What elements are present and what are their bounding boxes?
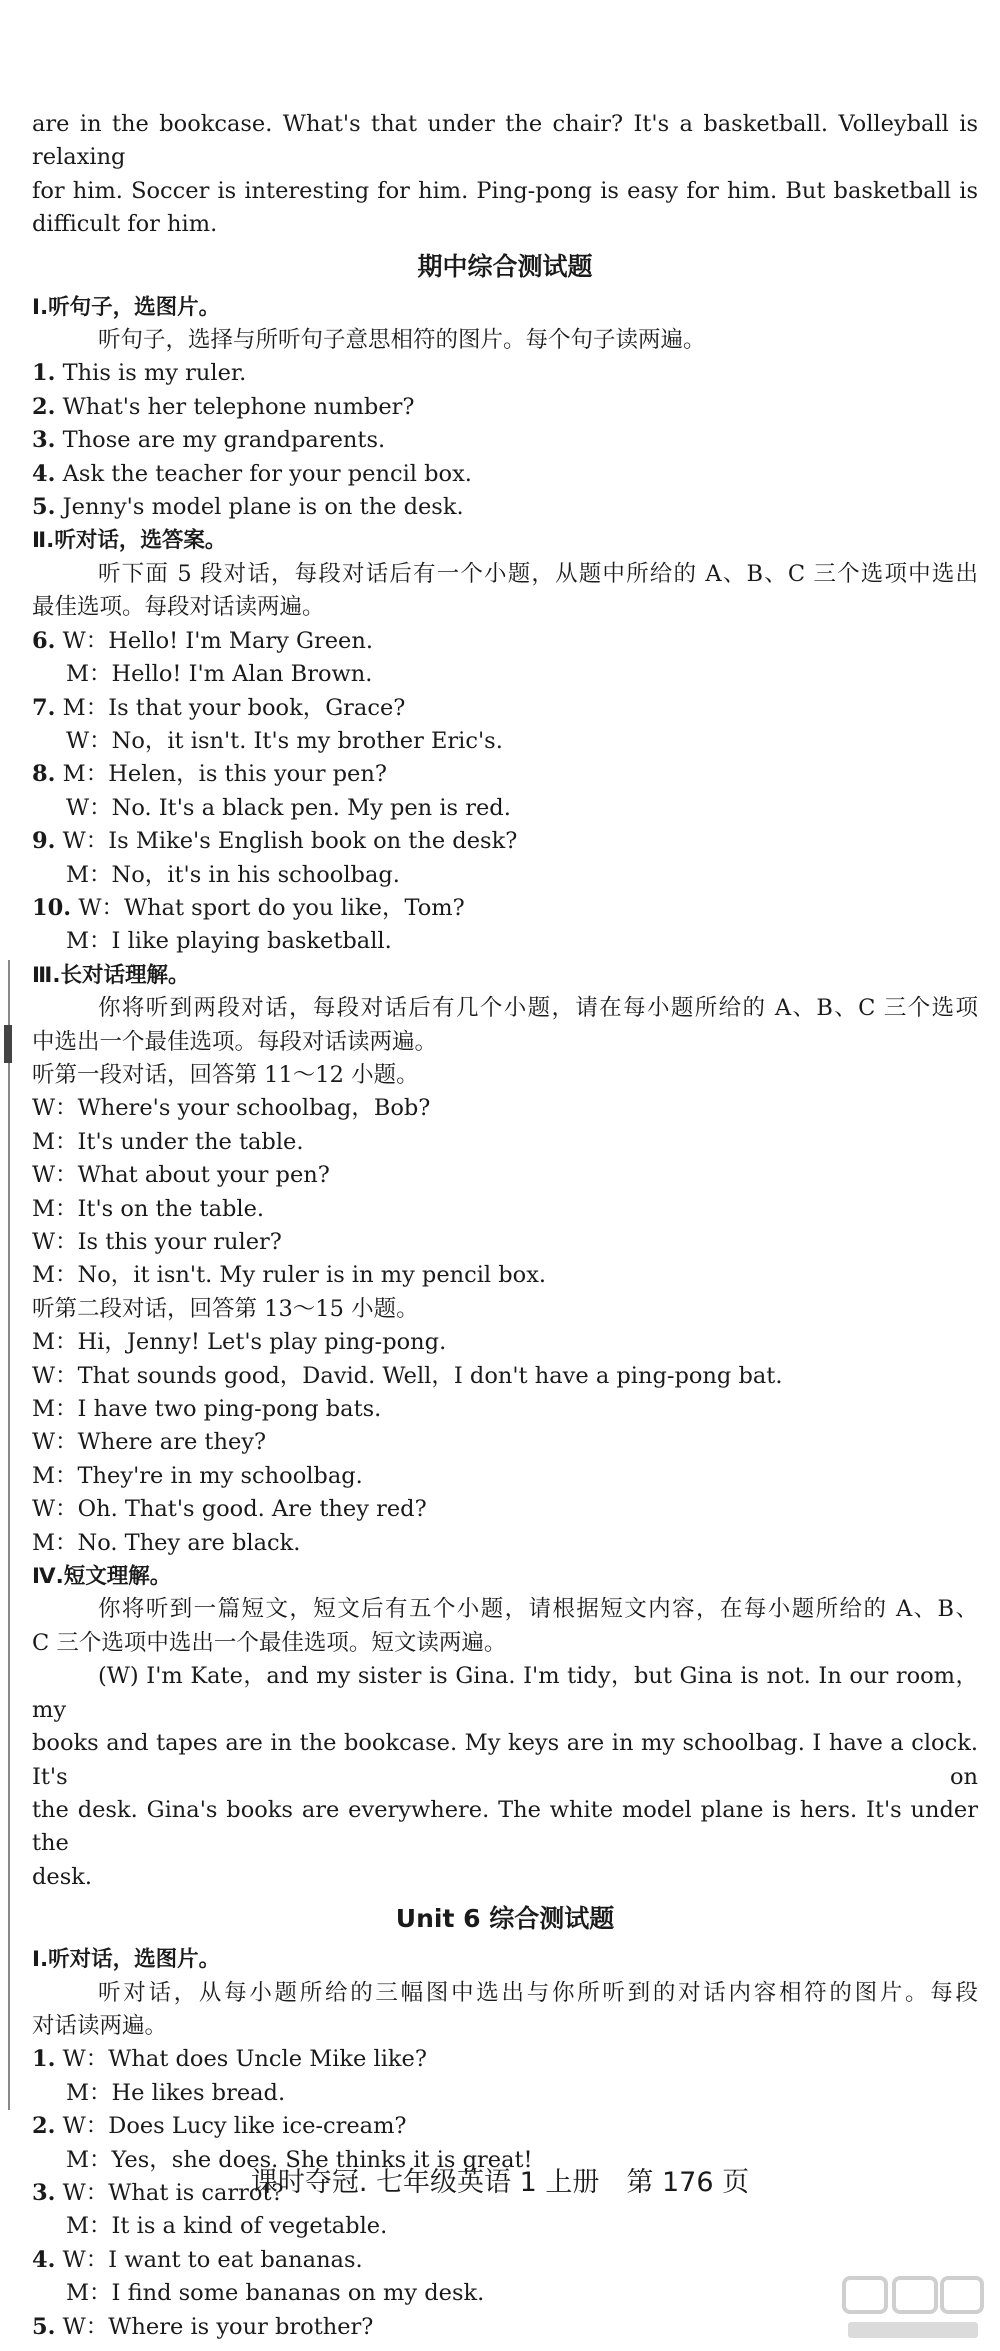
list-item: 2. What's her telephone number? [32, 393, 415, 420]
dialogue-reply: M：He likes bread. [66, 2079, 286, 2106]
dialogue-item: 1. W：What does Uncle Mike like? [32, 2046, 427, 2073]
dialogue-item: 6. W：Hello! I'm Mary Green. [32, 627, 373, 654]
intro-line: for him. Soccer is interesting for him. Ping-pong is easy for him. But basketball is [32, 177, 978, 204]
intro-line: are in the bookcase. What's that under the chair? It's a basketball. Volleyball is relaxing [32, 111, 978, 171]
dialogue-item: 7. M：Is that your book，Grace? [32, 694, 406, 721]
dialogue-reply: M：It is a kind of vegetable. [66, 2213, 388, 2240]
section-heading: Ⅰ.听句子，选图片。 [32, 294, 221, 320]
dialogue-line: W：That sounds good，David. Well，I don't have a ping-pong bat. [32, 1362, 783, 1389]
watermark-logo-icon [838, 2270, 988, 2345]
section-instructions: 听下面 5 段对话，每段对话后有一个小题，从题中所给的 A、B、C 三个选项中选出 [98, 560, 978, 587]
list-item: 1. This is my ruler. [32, 360, 247, 387]
dialogue-line: M：It's under the table. [32, 1128, 304, 1155]
intro-line: difficult for him. [32, 211, 218, 238]
section-instructions: C 三个选项中选出一个最佳选项。短文读两遍。 [32, 1629, 507, 1656]
dialogue-reply: M：Yes，she does. She thinks it is great! [66, 2146, 533, 2173]
section-heading: Ⅰ.听对话，选图片。 [32, 1947, 221, 1973]
dialogue-line: M：No. They are black. [32, 1529, 301, 1556]
dialogue-reply: W：No，it isn't. It's my brother Eric's. [66, 727, 503, 754]
unit6-title: Unit 6 综合测试题 [395, 1904, 615, 1934]
section-instructions: 中选出一个最佳选项。每段对话读两遍。 [32, 1028, 438, 1055]
dialogue-item: 10. W：What sport do you like，Tom? [32, 894, 465, 921]
section-heading: Ⅱ.听对话，选答案。 [32, 528, 227, 554]
dialogue-line: W：Oh. That's good. Are they red? [32, 1496, 427, 1523]
section-instructions: 听对话，从每小题所给的三幅图中选出与你所听到的对话内容相符的图片。每段 [98, 1979, 978, 2006]
dialogue-item: 8. M：Helen，is this your pen? [32, 761, 387, 788]
dialogue-reply: M：No，it's in his schoolbag. [66, 861, 400, 888]
dialogue-intro: 听第一段对话，回答第 11～12 小题。 [32, 1061, 419, 1088]
dialogue-reply: M：Hello! I'm Alan Brown. [66, 661, 373, 688]
midterm-title: 期中综合测试题 [417, 251, 593, 281]
document-page [32, 108, 978, 2344]
list-item: 3. Those are my grandparents. [32, 427, 386, 454]
section-heading: Ⅲ.长对话理解。 [32, 962, 190, 988]
dialogue-line: M：Hi，Jenny! Let's play ping-pong. [32, 1329, 447, 1356]
dialogue-item: 3. W：What is carrot? [32, 2179, 284, 2206]
passage-line: the desk. Gina's books are everywhere. The white model plane is hers. It's under the [32, 1796, 978, 1857]
dialogue-reply: W：No. It's a black pen. My pen is red. [66, 794, 511, 821]
dialogue-item: 5. W：Where is your brother? [32, 2313, 374, 2340]
section-heading: Ⅳ.短文理解。 [32, 1564, 172, 1590]
passage-line: books and tapes are in the bookcase. My keys are in my schoolbag. I have a clock. It's on [32, 1730, 978, 1790]
dialogue-intro: 听第二段对话，回答第 13～15 小题。 [32, 1295, 419, 1322]
dialogue-line: M：They're in my schoolbag. [32, 1462, 363, 1489]
passage-line: (W) I'm Kate，and my sister is Gina. I'm tidy，but Gina is not. In our room，my [32, 1663, 978, 1723]
dialogue-item: 4. W：I want to eat bananas. [32, 2246, 363, 2273]
section-instructions: 你将听到两段对话，每段对话后有几个小题，请在每小题所给的 A、B、C 三个选项 [98, 995, 978, 1022]
dialogue-reply: M：I find some bananas on my desk. [66, 2280, 485, 2307]
section-instructions: 你将听到一篇短文，短文后有五个小题，请根据短文内容，在每小题所给的 A、B、 [98, 1596, 978, 1623]
section-instructions: 对话读两遍。 [32, 2012, 168, 2039]
dialogue-item: 9. W：Is Mike's English book on the desk? [32, 828, 518, 855]
binding-edge-mark [4, 1025, 12, 1063]
list-item: 5. Jenny's model plane is on the desk. [32, 494, 464, 521]
binding-edge-line [8, 960, 10, 2110]
list-item: 4. Ask the teacher for your pencil box. [32, 460, 472, 487]
dialogue-line: M：It's on the table. [32, 1195, 265, 1222]
dialogue-item: 2. W：Does Lucy like ice-cream? [32, 2113, 407, 2140]
dialogue-line: W：What about your pen? [32, 1162, 330, 1189]
dialogue-line: M：No，it isn't. My ruler is in my pencil box. [32, 1262, 547, 1289]
dialogue-line: W：Is this your ruler? [32, 1229, 282, 1255]
section-instructions: 最佳选项。每段对话读两遍。 [32, 594, 325, 621]
page-footer: 课时夺冠. 七年级英语 1 上册 第 176 页 [250, 2167, 750, 2198]
dialogue-line: M：I have two ping-pong bats. [32, 1396, 382, 1423]
dialogue-reply: M：I like playing basketball. [66, 928, 392, 955]
dialogue-line: W：Where are they? [32, 1429, 267, 1456]
passage-line: desk. [32, 1863, 93, 1890]
section-instructions: 听句子，选择与所听句子意思相符的图片。每个句子读两遍。 [98, 327, 706, 354]
dialogue-line: W：Where's your schoolbag，Bob? [32, 1095, 431, 1122]
